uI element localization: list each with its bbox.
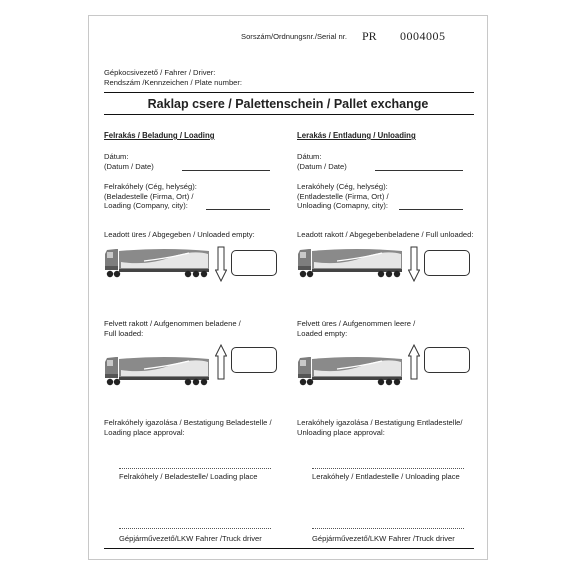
loading-heading: Felrakás / Beladung / Loading bbox=[104, 131, 215, 140]
loading-place-signature-line[interactable] bbox=[119, 468, 271, 469]
pallet-exchange-form bbox=[88, 15, 488, 560]
loading-driver-signature-line[interactable] bbox=[119, 528, 271, 529]
arrow-down-icon bbox=[215, 246, 227, 282]
truck-image-loading-empty bbox=[104, 248, 212, 280]
page-title: Raklap csere / Palettenschein / Pallet exchange bbox=[147, 97, 429, 111]
title-top-rule bbox=[104, 92, 474, 93]
serial-label: Sorszám/Ordnungsnr./Serial nr. bbox=[241, 32, 347, 41]
bottom-rule bbox=[104, 548, 474, 549]
unloading-driver-signature-caption: Gépjárművezető/LKW Fahrer /Truck driver bbox=[312, 534, 455, 543]
driver-label: Gépkocsivezető / Fahrer / Driver: bbox=[104, 68, 216, 77]
loading-place-field[interactable] bbox=[206, 209, 270, 210]
unloading-date-field[interactable] bbox=[375, 170, 463, 171]
truck-image-unloading-empty bbox=[297, 356, 405, 388]
unloading-date-label: Dátum: (Datum / Date) bbox=[297, 152, 347, 171]
unloading-place-label: Lerakóhely (Cég, helység): (Entladestelle (Firma, Ort) / Unloading (Comapny, city): bbox=[297, 182, 389, 211]
arrow-down-icon bbox=[408, 246, 420, 282]
loading-full-label: Felvett rakott / Aufgenommen beladene / Full loaded: bbox=[104, 319, 241, 338]
loading-place-signature-caption: Felrakóhely / Beladestelle/ Loading place bbox=[119, 472, 258, 481]
unloading-place-signature-caption: Lerakóhely / Entladestelle / Unloading place bbox=[312, 472, 460, 481]
arrow-up-icon bbox=[215, 344, 227, 380]
unloading-place-signature-line[interactable] bbox=[312, 468, 464, 469]
loading-driver-signature-caption: Gépjárművezető/LKW Fahrer /Truck driver bbox=[119, 534, 262, 543]
loading-place-label: Felrakóhely (Cég, helység): (Beladestelle (Firma, Ort) / Loading (Company, city): bbox=[104, 182, 197, 211]
serial-prefix: PR bbox=[362, 29, 377, 43]
unloading-full-count-box[interactable] bbox=[424, 250, 470, 276]
unloading-approval-label: Lerakóhely igazolása / Bestatigung Entladestelle/ Unloading place approval: bbox=[297, 418, 463, 437]
loading-date-field[interactable] bbox=[182, 170, 270, 171]
title-bottom-rule bbox=[104, 114, 474, 115]
unloading-empty-count-box[interactable] bbox=[424, 347, 470, 373]
truck-image-loading-full bbox=[104, 356, 212, 388]
unloading-full-label: Leadott rakott / Abgegebenbeladene / Full unloaded: bbox=[297, 230, 474, 239]
loading-approval-label: Felrakóhely igazolása / Bestatigung Beladestelle / Loading place approval: bbox=[104, 418, 272, 437]
unloading-empty-label: Felvett üres / Aufgenommen leere / Loaded empty: bbox=[297, 319, 416, 338]
unloading-driver-signature-line[interactable] bbox=[312, 528, 464, 529]
arrow-up-icon bbox=[408, 344, 420, 380]
truck-image-unloading-full bbox=[297, 248, 405, 280]
serial-number: 0004005 bbox=[400, 29, 446, 43]
loading-empty-count-box[interactable] bbox=[231, 250, 277, 276]
loading-full-count-box[interactable] bbox=[231, 347, 277, 373]
unloading-place-field[interactable] bbox=[399, 209, 463, 210]
loading-empty-label: Leadott üres / Abgegeben / Unloaded empty: bbox=[104, 230, 255, 239]
unloading-heading: Lerakás / Entladung / Unloading bbox=[297, 131, 416, 140]
plate-label: Rendszám /Kennzeichen / Plate number: bbox=[104, 78, 243, 87]
loading-date-label: Dátum: (Datum / Date) bbox=[104, 152, 154, 171]
